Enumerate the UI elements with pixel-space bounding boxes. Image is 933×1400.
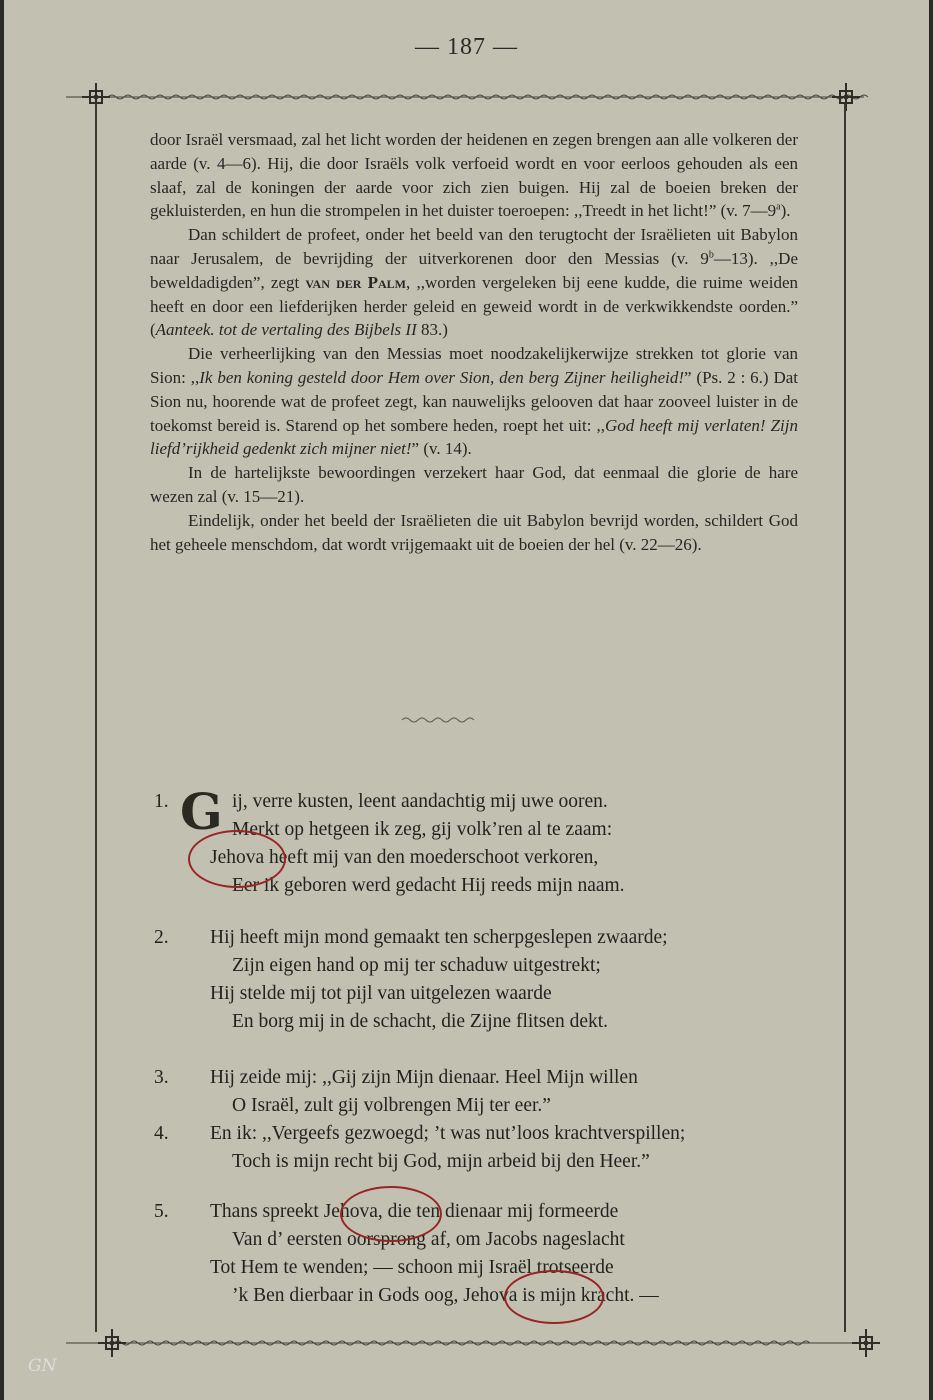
ornamental-rule-bottom	[4, 1328, 929, 1358]
verse-number: 1.	[154, 791, 169, 812]
paragraph-3: Die verheerlijking van den Messias moet noodzakelijkerwijze strekken tot glorie van Sion: ,,Ik ben koning gesteld door Hem over Sion, den berg Zijner heiligheid!” (Ps. 2 : 6.) Dat Sion nu, hoorende wat de profeet zegt, kan nauwelijks gelooven dat haar zooveel luister in de toekomst bereid is. Starend op het sombere heden, roept het uit: ,,God heeft mij verlaten! Zijn liefd’rijkheid gedenkt zich mijner niet!” (v. 14).	[150, 344, 798, 459]
ornamental-rule-top	[4, 82, 929, 112]
paragraph-2: Dan schildert de profeet, onder het beeld van den terugtocht der Israëlieten uit Babylon naar Jerusalem, de bevrijding der uitverkorenen door den Messias (v. 9$^b$—13). ,,De beweldadigden”, zegt van der Palm, ,,worden vergeleken bij eene kudde, die ruime weiden heeft en door een liefderijken herder geleid en geweid wordt in de verkwikkendste oorden.” (Aanteek. tot de vertaling des Bijbels II 83.)	[150, 225, 798, 340]
verse-number: 3.	[154, 1067, 169, 1088]
corner-ornament-top-right	[832, 83, 860, 111]
annotation-circle-jehova-3	[504, 1270, 604, 1324]
photographer-watermark: GN	[28, 1356, 57, 1376]
border-line-right	[844, 104, 846, 1332]
verse-number: 2.	[154, 927, 169, 948]
section-divider	[400, 713, 480, 727]
paragraph-1: door Israël versmaad, zal het licht worden der heidenen en zegen brengen aan alle volkeren der aarde (v. 4—6). Hij, die door Israëls volk verfoeid wordt en voor eerloos gehouden als een slaaf, zal de koningen der aarde voor zich zien buigen. Hij zal de boeien breken der gekluisterden, en hun die strompelen in het duister toeroepen: ,,Treedt in het licht!” (v. 7—9$^a$).	[150, 130, 798, 221]
commentary-text	[150, 128, 798, 556]
reference-title: Aanteek. tot de vertaling des Bijbels II	[155, 320, 417, 340]
page-number: — 187 —	[415, 34, 518, 60]
verse-number: 4.	[154, 1123, 169, 1144]
border-line-left	[95, 104, 97, 1332]
corner-ornament-bottom-right	[852, 1329, 880, 1357]
book-page: — 187 — door Israël versmaad, zal het licht worden der heidenen en zegen brengen aan alle volkeren der aarde (v. 4—6). Hij, die door Israëls volk verfoeid wordt en voor eerloos gehouden als een slaaf, zal de koningen der aarde voor zich zien buigen. Hij zal de boeien breken der gekluisterden, en hun die strompelen in het duister toeroepen: ,,Treedt in het licht!” (v. 7—9$^a$). Dan schildert de profeet, onder het beeld van den terugtocht der Israëlieten uit Babylon naar Jerusalem, de bevrijding der uitverkorenen door den Messias (v. 9$^b$—13). ,,De beweldadigden”, zegt van der Palm, ,,worden vergeleken bij eene kudde, die ruime weiden heeft en door een liefderijken herder geleid en geweid wordt in de verkwikkendste oorden.” (Aanteek. tot de vertaling des Bijbels II 83.) Die verheerlijking van den Messias moet noodzakelijkerwijze strekken tot glorie van Sion: ,,Ik ben koning gesteld door Hem over Sion, den berg Zijner heiligheid!” (Ps. 2 : 6.) Dat Sion nu, hoorende wat de profeet zegt, kan nauwelijks gelooven dat haar zooveel luister in de toekomst bereid is. Starend op het sombere heden, roept het uit: ,,God heeft mij verlaten! Zijn liefd’rijkheid gedenkt zich mijner niet!” (v. 14). In de hartelijkste bewoordingen verzekert haar God, dat eenmaal die glorie de hare wezen zal (v. 15—21). Eindelijk, onder het beeld der Israëlieten die uit Babylon bevrijd worden, schildert God het geheele menschdom, dat wordt vrijgemaakt uit de boeien der hel (v. 22—26). G 1. ij, verre kusten, leent aandachtig mij uwe ooren. Merkt op hetgeen ik zeg, gij volk’ren al te zaam: Jehova heeft mij van den moederschoot verkoren, Eer ik geboren werd gedacht Hij reeds mijn naam. 2. Hij heeft mijn mond gemaakt ten scherpgeslepen zwaarde; Zijn eigen hand op mij ter schaduw uitgestrekt; Hij stelde mij tot pijl van uitgelezen waarde En borg mij in de schacht, die Zijne flitsen dekt. 3. Hij zeide mij: ,,Gij zijn Mijn dienaar. Heel Mijn willen O Israël, zult gij volbrengen Mij ter eer.” 4. En ik: ,,Vergeefs gezwoegd; ’t was nut’loos krachtverspillen; Toch is mijn recht bij God, mijn arbeid bij den Heer.” 5. Thans spreekt Jehova, die ten dienaar mij formeerde Van d’ eersten oorsprong af, om Jacobs nageslacht Tot Hem te wenden; — schoon mij Israël trotseerde ’k Ben dierbaar in Gods oog, Jehova is mijn kracht. —	[4, 0, 929, 1400]
annotation-circle-jehova-1	[188, 830, 286, 888]
verse-number: 5.	[154, 1201, 169, 1222]
annotation-circle-jehova-2	[340, 1186, 442, 1242]
corner-ornament-bottom-left	[98, 1329, 126, 1357]
drop-cap-letter: G	[180, 782, 223, 841]
author-name: van der Palm	[305, 272, 406, 292]
paragraph-5: Eindelijk, onder het beeld der Israëlieten die uit Babylon bevrijd worden, schildert God het geheele menschdom, dat wordt vrijgemaakt uit de boeien der hel (v. 22—26).	[150, 510, 798, 554]
paragraph-4: In de hartelijkste bewoordingen verzekert haar God, dat eenmaal die glorie de hare wezen zal (v. 15—21).	[150, 463, 798, 506]
